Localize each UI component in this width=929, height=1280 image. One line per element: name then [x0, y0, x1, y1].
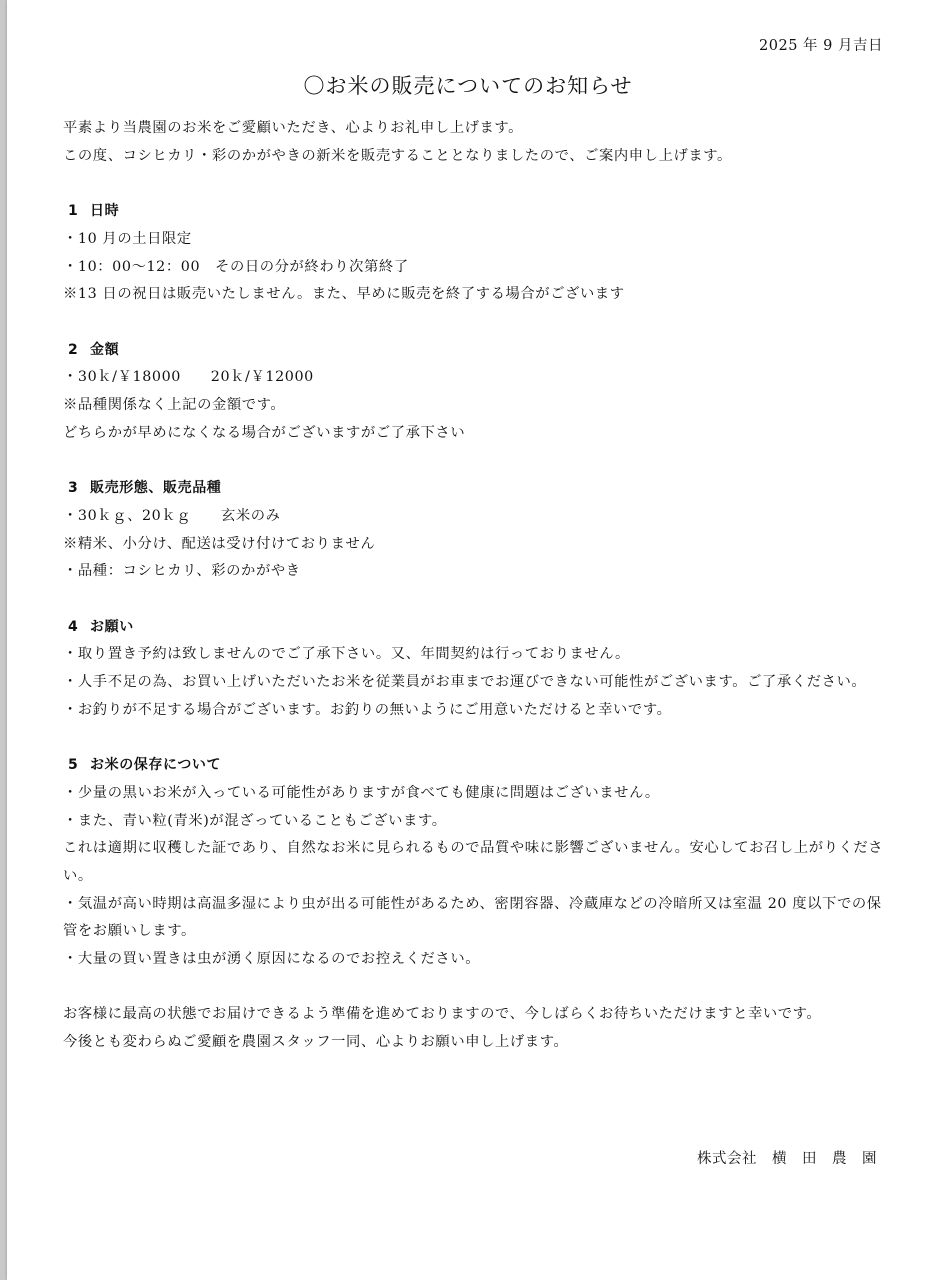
section-title: お米の保存について	[90, 757, 222, 774]
spacer	[63, 974, 893, 1002]
section-line: ・大量の買い置きは虫が湧く原因になるのでお控えください。	[63, 951, 481, 968]
section-number: 1	[68, 203, 79, 220]
section-line: これは適期に収穫した証であり、自然なお米に見られるもので品質や味に影響ございません。安心してお召し上がりください。	[63, 840, 884, 884]
company-signature: 株式会社 横 田 農 園	[697, 1151, 877, 1167]
spacer	[63, 724, 893, 752]
document-title: 〇お米の販売についてのお知らせ	[303, 74, 633, 98]
section-line: ・少量の黒いお米が入っている可能性がありますが食べても健康に問題はございません。	[63, 784, 660, 801]
section-heading	[63, 614, 893, 642]
section-title: 金額	[90, 341, 120, 358]
spacer	[63, 170, 893, 198]
section-number: 3	[68, 480, 79, 497]
closing-line: お客様に最高の状態でお届けできるよう準備を進めておりますので、今しばらくお待ちいただけますと幸いです。	[63, 1006, 822, 1023]
section-line: ・気温が高い時期は高温多湿により虫が出る可能性があるため、密閉容器、冷蔵庫などの冷暗所又は室温 20 度以下での保管をお願いします。	[63, 895, 882, 940]
document-body	[63, 115, 893, 1057]
section-heading	[63, 337, 893, 365]
section-heading	[63, 198, 893, 226]
intro-line: 平素より当農園のお米をご愛顧いただき、心よりお礼申し上げます。	[63, 120, 524, 136]
section-number: 5	[68, 757, 79, 774]
section-number: 2	[68, 341, 79, 358]
section-line: ・30ｋ/￥18000 20ｋ/￥12000	[63, 369, 314, 386]
section-line: ・10 月の土日限定	[63, 230, 192, 247]
spacer	[63, 586, 893, 614]
intro-line: この度、コシヒカリ・彩のかがやきの新米を販売することとなりましたので、ご案内申し上げます。	[63, 147, 732, 164]
section-line: ※精米、小分け、配送は受け付けておりません	[63, 535, 376, 552]
section-line: どちらかが早めになくなる場合がございますがご了承下さい	[63, 424, 466, 441]
closing-line: 今後とも変わらぬご愛顧を農園スタッフ一同、心よりお願い申し上げます。	[63, 1034, 569, 1051]
spacer	[63, 309, 893, 337]
spacer	[63, 447, 893, 475]
section-heading	[63, 752, 893, 780]
section-line: ・また、青い粒(青米)が混ざっていることもございます。	[63, 812, 447, 829]
section-title: 販売形態、販売品種	[90, 480, 222, 497]
section-line: ・品種：コシヒカリ、彩のかがやき	[63, 563, 301, 580]
document-date: 2025 年 9 月吉日	[759, 38, 883, 54]
section-heading	[63, 475, 893, 503]
section-title: お願い	[90, 618, 134, 635]
section-line: ・30ｋｇ、20ｋｇ 玄米のみ	[63, 507, 281, 524]
section-line: ※品種関係なく上記の金額です。	[63, 397, 286, 413]
section-line: ・お釣りが不足する場合がございます。お釣りの無いようにご用意いただけると幸いです。	[63, 701, 672, 718]
section-number: 4	[68, 618, 79, 635]
section-line: ・取り置き予約は致しませんのでご了承下さい。又、年間契約は行っておりません。	[63, 646, 630, 663]
section-line: ・人手不足の為、お買い上げいただいたお米を従業員がお車までお運びできない可能性がございます。ご了承ください。	[63, 674, 867, 690]
section-title: 日時	[90, 203, 120, 220]
document-page	[7, 0, 929, 1280]
section-line: ※13 日の祝日は販売いたしません。また、早めに販売を終了する場合がございます	[63, 286, 625, 303]
section-line: ・10：00～12：00 その日の分が終わり次第終了	[63, 258, 409, 275]
